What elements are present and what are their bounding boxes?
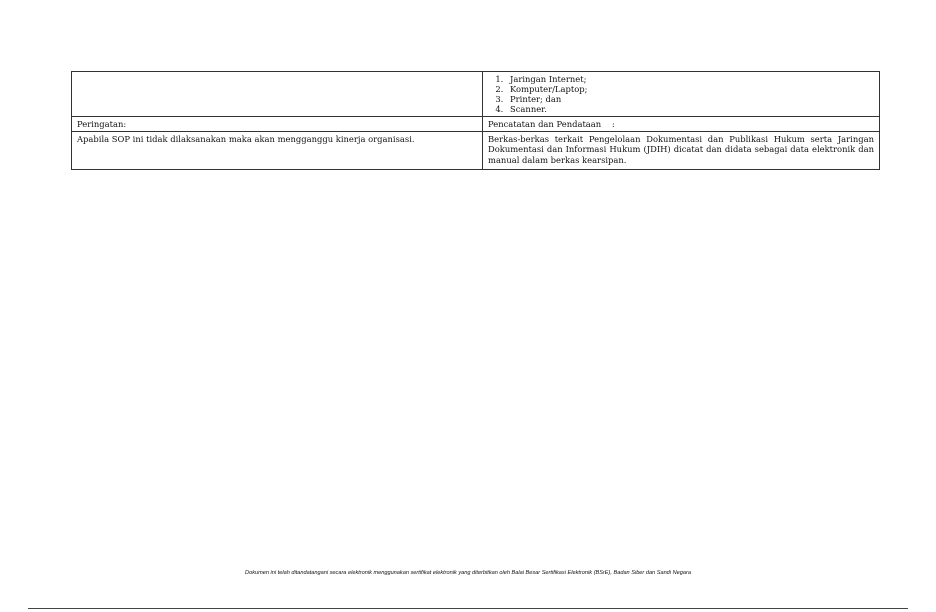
equipment-list [488, 74, 874, 114]
electronic-signature-note: Dokumen ini telah ditandatangani secara elektronik menggunakan sertifikat elektronik yang diterbitkan oleh Balai Besar Sertifikasi Elektronik (BSrE), Badan Siber dan Sandi Negara [245, 570, 691, 576]
sop-table [71, 71, 880, 170]
equipment-item-printer: 3. Printer; dan [506, 94, 874, 104]
equipment-cell [483, 72, 880, 117]
warning-label: Peringatan: [72, 117, 483, 132]
equipment-item-scanner: 4. Scanner. [506, 104, 874, 114]
recording-label: Pencatatan dan Pendataan : [483, 117, 880, 132]
recording-text: Berkas-berkas terkait Pengelolaan Dokumentasi dan Publikasi Hukum serta Jaringan Dokumentasi dan Informasi Hukum (JDIH) dicatat dan didata sebagai data elektronik dan manual dalam berkas kearsipan. [483, 132, 880, 169]
equipment-item-computer: 2. Komputer/Laptop; [506, 84, 874, 94]
equipment-item-internet: 1. Jaringan Internet; [506, 74, 874, 84]
footer-divider [28, 608, 908, 609]
equipment-row [72, 72, 880, 117]
warning-text: Apabila SOP ini tidak dilaksanakan maka akan mengganggu kinerja organisasi. [72, 132, 483, 169]
content-row [72, 132, 880, 169]
empty-cell [72, 72, 483, 117]
label-row [72, 117, 880, 132]
